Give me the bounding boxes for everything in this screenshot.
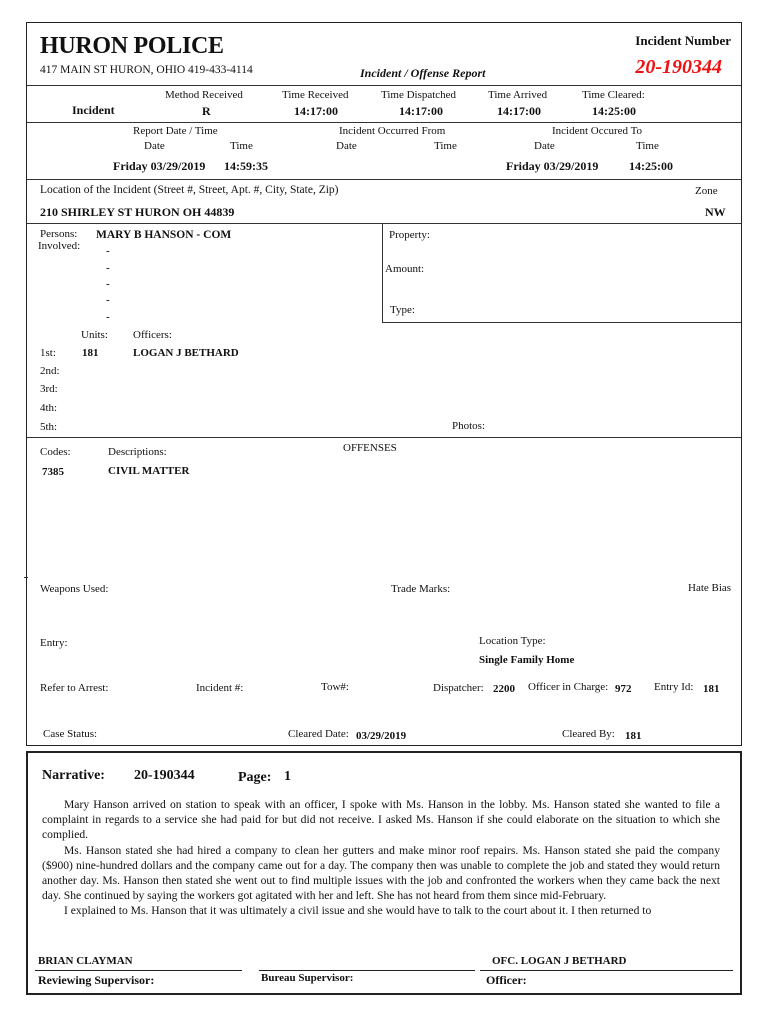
- person-entry: -: [106, 311, 110, 323]
- officer-in-charge-label: Officer in Charge:: [528, 681, 609, 693]
- report-date-col-label: Date: [144, 140, 165, 152]
- narrative-page-number: 1: [284, 769, 291, 784]
- property-label: Property:: [389, 229, 430, 241]
- cleared-by-value: 181: [625, 730, 642, 742]
- persons-label: Persons:: [40, 228, 78, 240]
- location-type-label: Location Type:: [479, 635, 546, 647]
- report-date-value: Friday 03/29/2019: [113, 159, 206, 173]
- divider-vertical: [382, 223, 383, 323]
- cleared-date-label: Cleared Date:: [288, 728, 349, 740]
- person-entry: MARY B HANSON - COM: [96, 229, 232, 241]
- location-type-value: Single Family Home: [479, 654, 575, 666]
- report-date-time-label: Report Date / Time: [133, 125, 218, 137]
- time-cleared-value: 14:25:00: [592, 104, 636, 118]
- signature-line: [480, 970, 733, 971]
- divider: [27, 122, 741, 123]
- trade-marks-label: Trade Marks:: [391, 583, 451, 595]
- divider: [382, 322, 741, 323]
- dispatcher-value: 2200: [493, 683, 515, 695]
- entry-id-value: 181: [703, 683, 720, 695]
- agency-name: HURON POLICE: [40, 33, 224, 59]
- divider: [27, 85, 741, 86]
- time-arrived-value: 14:17:00: [497, 104, 541, 118]
- officer-in-charge-value: 972: [615, 683, 632, 695]
- narrative-page-label: Page:: [238, 770, 272, 785]
- officers-label: Officers:: [133, 329, 172, 341]
- signature-line: [259, 970, 475, 971]
- method-received-label: Method Received: [165, 89, 243, 101]
- incident-number-label: Incident Number: [635, 33, 731, 48]
- codes-label: Codes:: [40, 446, 71, 458]
- occurred-to-label: Incident Occured To: [552, 125, 643, 137]
- person-entry: -: [106, 245, 110, 257]
- refer-to-arrest-label: Refer to Arrest:: [40, 682, 109, 694]
- cleared-date-value: 03/29/2019: [356, 730, 407, 742]
- unit-row-label: 3rd:: [40, 383, 58, 395]
- offenses-label: OFFENSES: [343, 442, 397, 454]
- person-entry: -: [106, 294, 110, 306]
- dispatcher-label: Dispatcher:: [433, 682, 484, 694]
- officer-name: LOGAN J BETHARD: [133, 347, 239, 359]
- descriptions-label: Descriptions:: [108, 446, 167, 458]
- time-arrived-label: Time Arrived: [488, 89, 548, 101]
- cleared-by-label: Cleared By:: [562, 728, 615, 740]
- offense-description: CIVIL MATTER: [108, 465, 190, 477]
- to-time-col-label: Time: [636, 140, 659, 152]
- occurred-from-label: Incident Occurred From: [339, 125, 446, 137]
- reviewing-supervisor-label: Reviewing Supervisor:: [38, 973, 155, 987]
- tow-label: Tow#:: [321, 681, 349, 693]
- amount-label: Amount:: [385, 263, 425, 275]
- time-dispatched-label: Time Dispatched: [381, 89, 457, 101]
- unit-row-label: 1st:: [40, 347, 56, 359]
- divider: [27, 437, 741, 438]
- weapons-label: Weapons Used:: [40, 583, 109, 595]
- narrative-body: [42, 797, 720, 919]
- unit-row-label: 4th:: [40, 402, 58, 414]
- signature-line: [35, 970, 242, 971]
- to-date-col-label: Date: [534, 140, 555, 152]
- type-label: Type:: [390, 304, 415, 316]
- entry-id-label: Entry Id:: [654, 681, 694, 693]
- to-date-value: Friday 03/29/2019: [506, 159, 599, 173]
- agency-address: 417 MAIN ST HURON, OHIO 419-433-4114: [40, 64, 253, 76]
- zone-label: Zone: [695, 185, 718, 197]
- time-dispatched-value: 14:17:00: [399, 104, 443, 118]
- incident-number: 20-190344: [635, 56, 722, 78]
- reviewing-supervisor-name: BRIAN CLAYMAN: [38, 955, 133, 967]
- photos-label: Photos:: [452, 420, 486, 432]
- units-label: Units:: [81, 329, 108, 341]
- offense-code: 7385: [42, 466, 64, 478]
- incident-num-label: Incident #:: [196, 682, 244, 694]
- unit-row-label: 2nd:: [40, 365, 60, 377]
- report-time-value: 14:59:35: [224, 159, 268, 173]
- time-received-value: 14:17:00: [294, 104, 338, 118]
- unit-number: 181: [82, 347, 99, 359]
- incident-label: Incident: [72, 103, 115, 117]
- hate-bias-label: Hate Bias: [688, 582, 732, 594]
- location-value: 210 SHIRLEY ST HURON OH 44839: [40, 205, 235, 219]
- report-title: Incident / Offense Report: [360, 66, 486, 80]
- narrative-label: Narrative:: [42, 768, 105, 783]
- divider: [24, 577, 28, 578]
- officer-name-signature: OFC. LOGAN J BETHARD: [492, 955, 627, 967]
- unit-row-label: 5th:: [40, 421, 58, 433]
- narrative-number: 20-190344: [134, 768, 195, 783]
- person-entry: -: [106, 262, 110, 274]
- narrative-paragraph: I explained to Ms. Hanson that it was ultimately a civil issue and she would have to talk to the court about it. I then returned to: [64, 904, 652, 918]
- location-label: Location of the Incident (Street #, Street, Apt. #, City, State, Zip): [40, 184, 339, 196]
- officer-signature-label: Officer:: [486, 973, 527, 987]
- divider: [27, 223, 741, 224]
- narrative-paragraph: Ms. Hanson stated she had hired a company to clean her gutters and make minor roof repairs. Ms. Hanson stated she paid the company ($900) nine-hundred dollars and the company came out for a day. The company then was unable to complete the job and stated they would return another day. Ms. Hanson then stated she went out to find multiple issues with the job and confronted the workers when they came back the next day. She continued by saying the workers got agitated with her and left. She has not heard from them since mid-February.: [42, 843, 720, 903]
- from-date-col-label: Date: [336, 140, 357, 152]
- divider: [27, 179, 741, 180]
- entry-label: Entry:: [40, 637, 68, 649]
- time-cleared-label: Time Cleared:: [582, 89, 645, 101]
- involved-label: Involved:: [38, 240, 81, 252]
- zone-value: NW: [705, 205, 726, 219]
- from-time-col-label: Time: [434, 140, 457, 152]
- method-received-value: R: [202, 104, 211, 118]
- to-time-value: 14:25:00: [629, 159, 673, 173]
- report-time-col-label: Time: [230, 140, 253, 152]
- case-status-label: Case Status:: [43, 728, 98, 740]
- time-received-label: Time Received: [282, 89, 349, 101]
- person-entry: -: [106, 278, 110, 290]
- bureau-supervisor-label: Bureau Supervisor:: [261, 972, 354, 984]
- narrative-paragraph: Mary Hanson arrived on station to speak with an officer, I spoke with Ms. Hanson in the lobby. Ms. Hanson stated she wanted to file a complaint in regards to a service she had paid for but did not receive. I asked Ms. Hanson if she could elaborate on the situation to which she complied.: [42, 798, 720, 842]
